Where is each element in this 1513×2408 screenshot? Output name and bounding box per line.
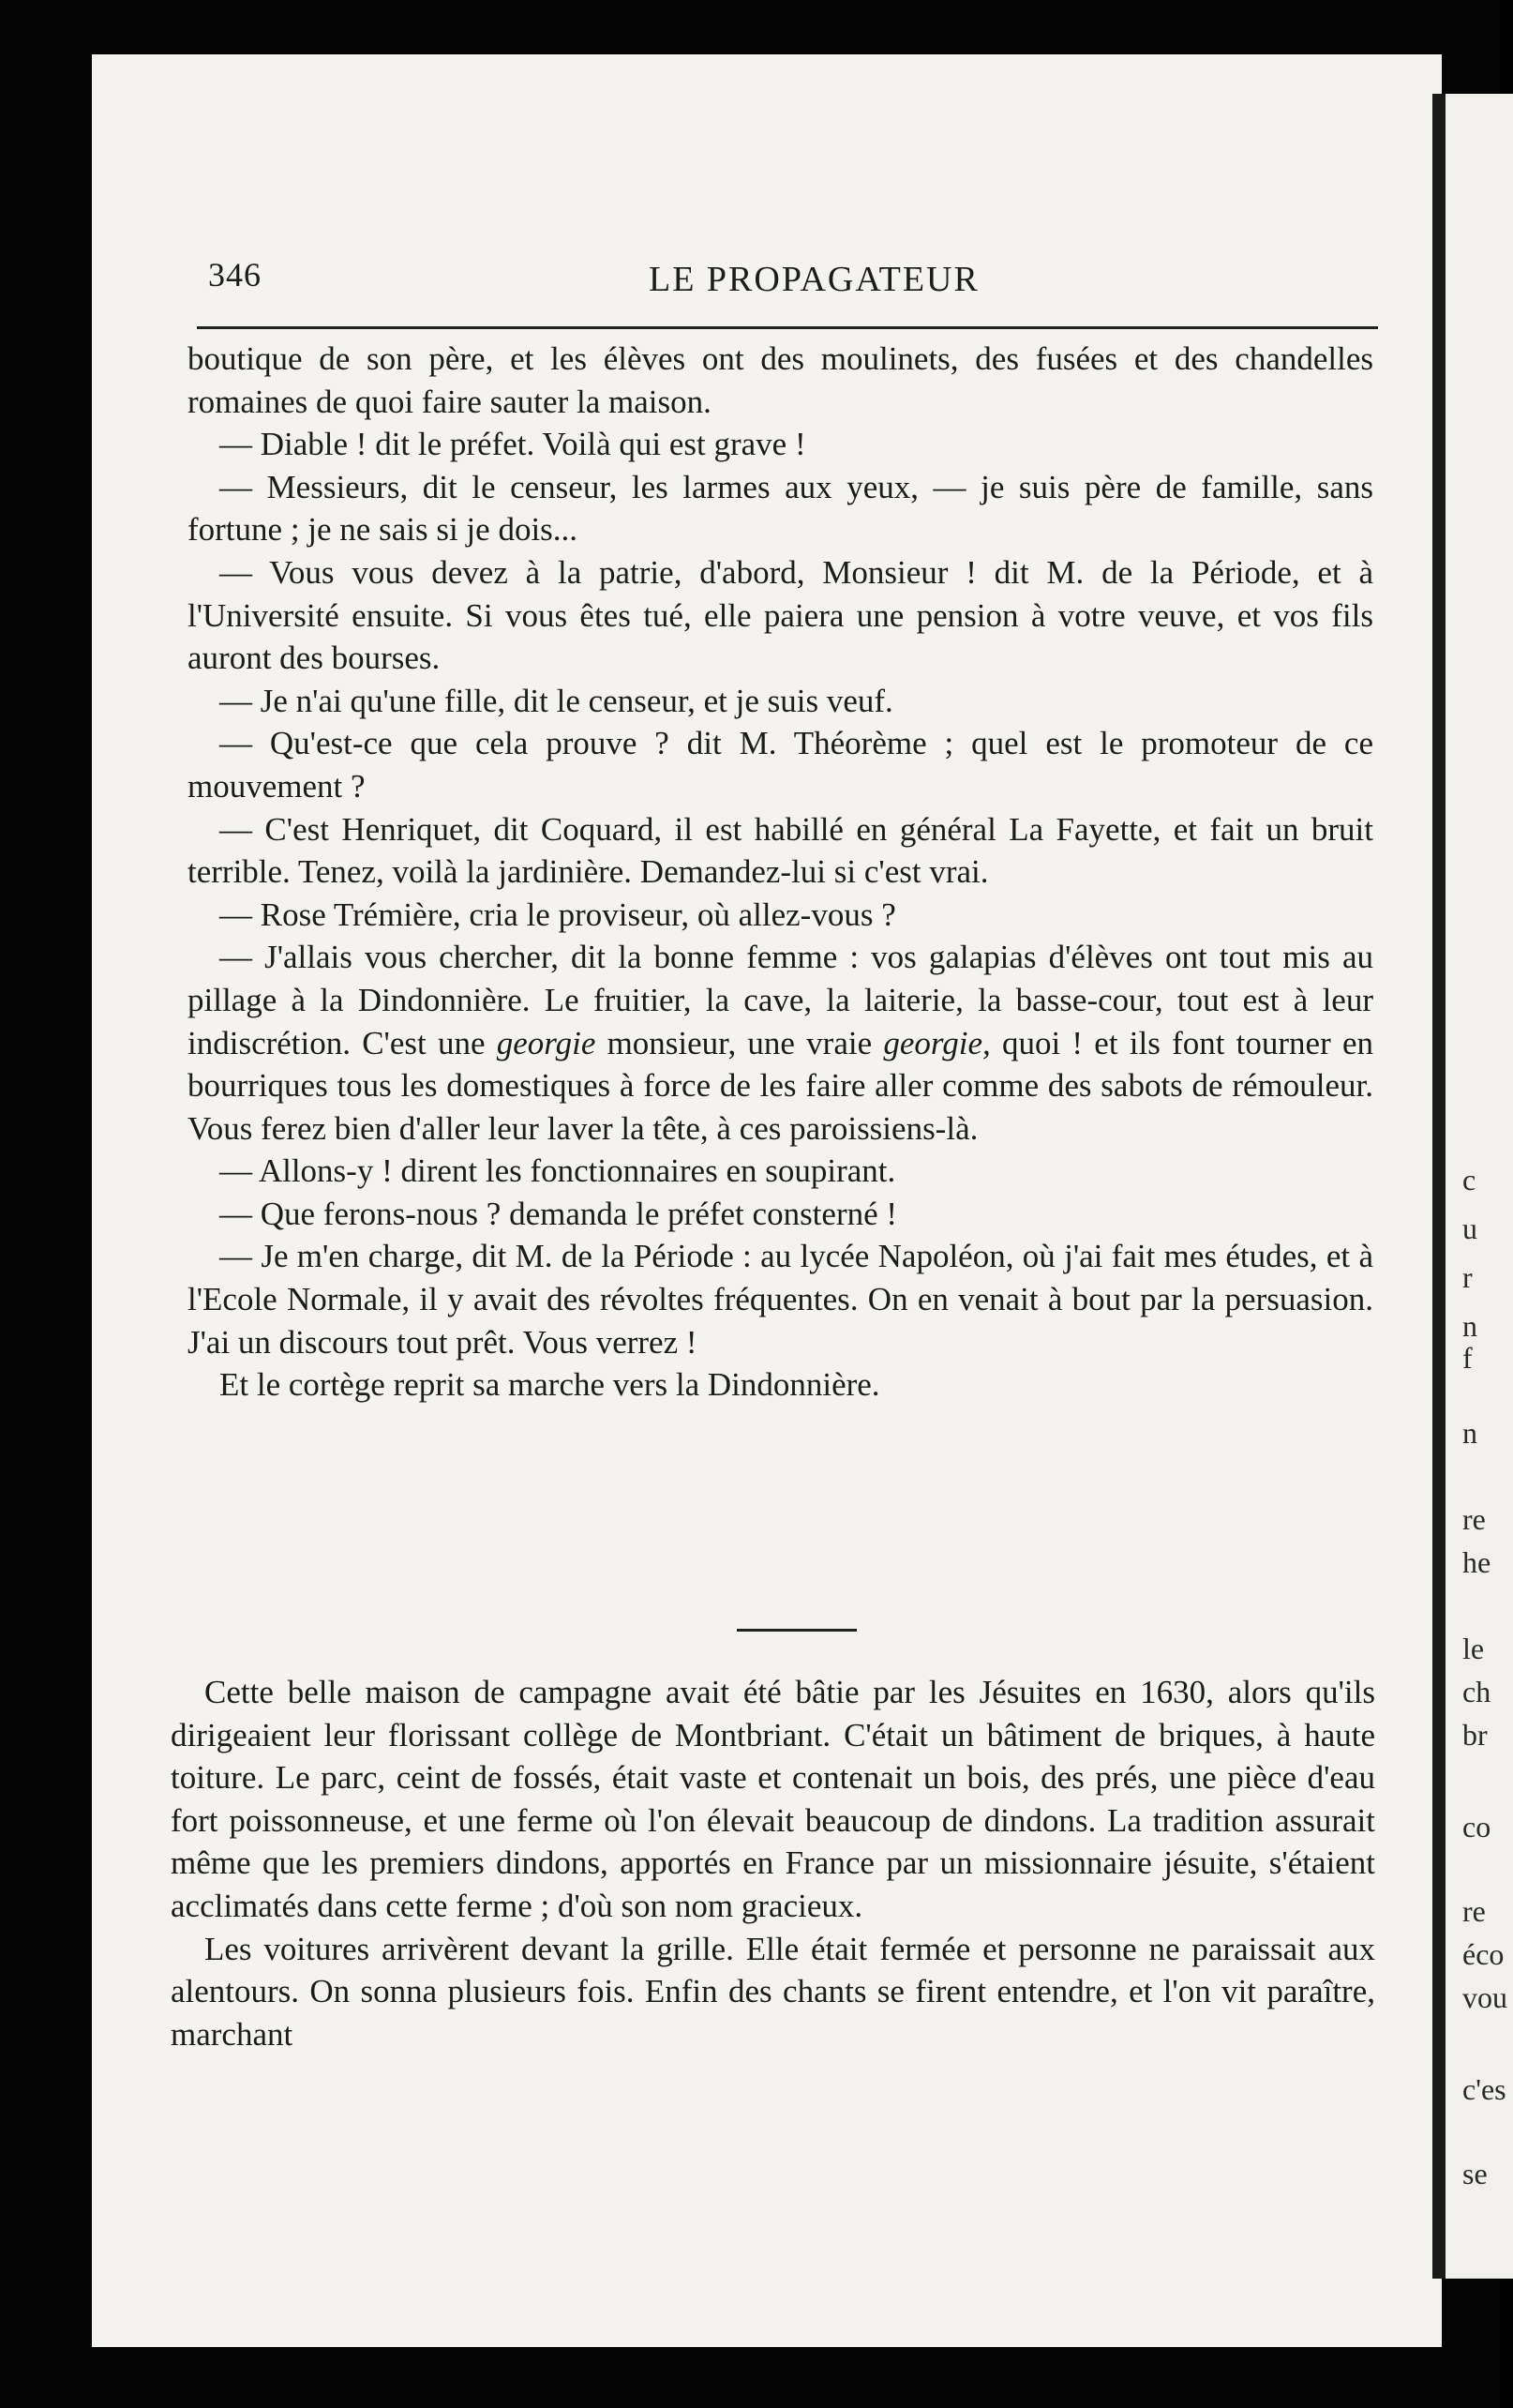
paragraph: — Messieurs, dit le censeur, les larmes aux yeux, — je suis père de famille, sans fortune ; je ne sais si je dois... [187, 468, 1373, 549]
paragraph: — Je n'ai qu'une fille, dit le censeur, et je suis veuf. [219, 682, 893, 719]
next-page-fragment: br [1462, 1718, 1488, 1752]
paragraph: — Allons-y ! dirent les fonctionnaires en soupirant. [219, 1152, 896, 1190]
next-page-fragment: le [1462, 1632, 1485, 1665]
section-divider [737, 1629, 857, 1632]
paragraph: Les voitures arrivèrent devant la grille. Elle était fermée et personne ne paraissait aux alentours. On sonna plusieurs fois. Enfin des chants se firent entendre, et l'on vit paraître, marchant [171, 1930, 1375, 2053]
page-header [208, 255, 1380, 311]
paragraph: — Diable ! dit le préfet. Voilà qui est grave ! [219, 426, 806, 463]
next-page-fragment: n [1462, 1416, 1477, 1450]
next-page-fragment: f [1462, 1341, 1473, 1375]
next-page-fragment: c [1462, 1163, 1476, 1196]
next-page-fragment: vou [1462, 1980, 1507, 2014]
paragraph: Et le cortège reprit sa marche vers la Dindonnière. [219, 1366, 880, 1404]
running-title: LE PROPAGATEUR [649, 260, 980, 299]
next-page-edge [1432, 94, 1513, 2279]
next-page-fragment: he [1462, 1545, 1491, 1579]
paragraph [187, 936, 1373, 1150]
next-page-fragment: re [1462, 1894, 1486, 1928]
header-rule [197, 326, 1378, 329]
paragraph: Cette belle maison de campagne avait été bâtie par les Jésuites en 1630, alors qu'ils dirigeaient leur florissant collège de Montbriant. C'était un bâtiment de briques, à haute toiture. Le parc, ceint de fossés, était vaste et contenait un bois, des prés, une pièce d'eau fort poissonneuse, et une ferme où l'on élevait beaucoup de dindons. La tradition assurait même que les premiers dindons, apportés en France par un missionnaire jésuite, s'étaient acclimatés dans cette ferme ; d'où son nom gracieux. [171, 1674, 1375, 1924]
paragraph: — Vous vous devez à la patrie, d'abord, Monsieur ! dit M. de la Période, et à l'Université ensuite. Si vous êtes tué, elle paiera une pension à votre veuve, et vos fils auront des bourses. [187, 553, 1373, 677]
next-page-fragment: re [1462, 1502, 1486, 1536]
body-text [187, 338, 1373, 1407]
italic-word: georgie, [883, 1024, 991, 1061]
next-page-fragment: ch [1462, 1675, 1491, 1708]
text-run: quoi ! et ils font tourner en bourriques tous les domestiques à force de les faire aller comme des sabots de rémouleur. Vous ferez bien d'aller leur laver la tête, à ces paroissiens-là. [187, 1024, 1373, 1147]
paragraph: — C'est Henriquet, dit Coquard, il est habillé en général La Fayette, et fait un bruit terrible. Tenez, voilà la jardinière. Demandez-lui si c'est vrai. [187, 810, 1373, 891]
next-page-fragment: co [1462, 1810, 1491, 1844]
italic-word: georgie [496, 1024, 596, 1061]
next-page-fragment: u [1462, 1212, 1477, 1245]
next-page-fragment: n [1462, 1309, 1477, 1343]
next-page-fragment: éco [1462, 1937, 1505, 1971]
paragraph: — Qu'est-ce que cela prouve ? dit M. Théorème ; quel est le promoteur de ce mouvement ? [187, 725, 1373, 805]
next-page-fragment: c'es [1462, 2072, 1506, 2106]
paragraph: — Rose Trémière, cria le proviseur, où allez-vous ? [219, 895, 896, 933]
next-page-fragment: se [1462, 2157, 1488, 2190]
paragraph: — Je m'en charge, dit M. de la Période : au lycée Napoléon, où j'ai fait mes études, et à l'Ecole Normale, il y avait des révoltes fréquentes. On en venait à bout par la persuasion. J'ai un discours tout prêt. Vous verrez ! [187, 1238, 1373, 1361]
page-number: 346 [208, 256, 262, 293]
text-run: monsieur, une vraie [595, 1024, 884, 1061]
paragraph: boutique de son père, et les élèves ont des moulinets, des fusées et des chandelles romaines de quoi faire sauter la maison. [187, 340, 1373, 420]
text-run: — J'allais vous chercher, dit la bonne femme : vos galapias d'élèves ont tout mis au pillage à la Dindonnière. Le fruitier, la cave, la laiterie, la basse-cour, tout est à leur indiscrétion. C'est une [187, 939, 1373, 1061]
body-text-section-2 [171, 1671, 1375, 2055]
paragraph: — Que ferons-nous ? demanda le préfet consterné ! [219, 1195, 898, 1232]
next-page-fragment: r [1462, 1260, 1473, 1294]
